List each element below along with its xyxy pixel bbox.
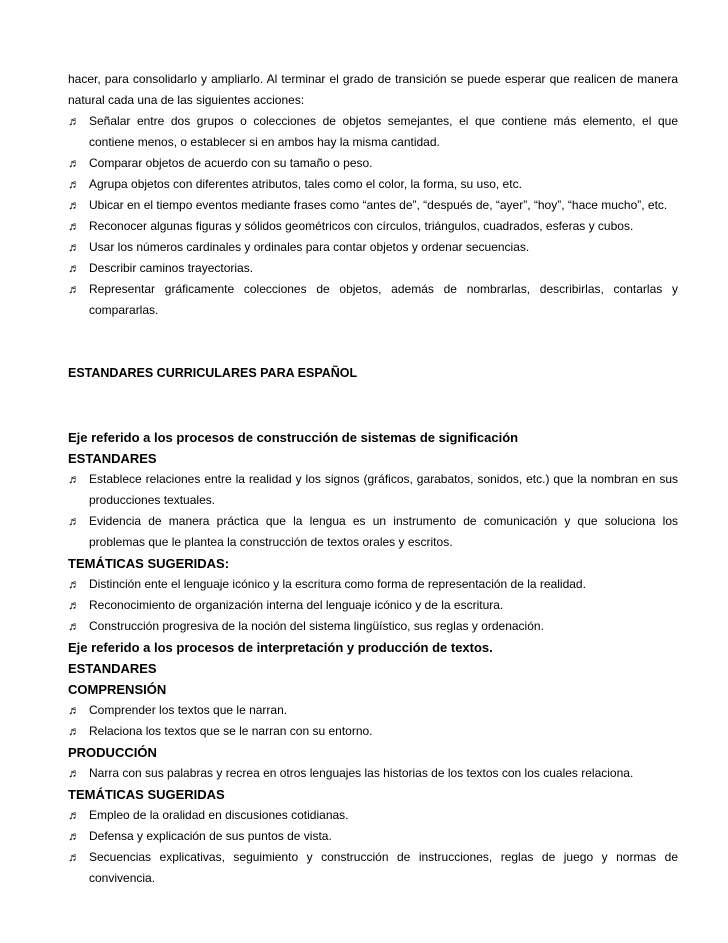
axis1-standards-list xyxy=(68,469,678,553)
production-heading: PRODUCCIÓN xyxy=(68,745,157,760)
music-note-icon: ♬ xyxy=(68,282,80,296)
list-item: ♬ Comparar objetos de acuerdo con su tamaño o peso. xyxy=(68,153,678,174)
list-item: ♬ Empleo de la oralidad en discusiones cotidianas. xyxy=(68,805,678,826)
music-note-icon: ♬ xyxy=(68,114,80,128)
list-item: ♬ Reconocimiento de organización interna del lenguaje icónico y de la escritura. xyxy=(68,595,678,616)
music-note-icon: ♬ xyxy=(68,514,80,528)
axis1-themes-heading: TEMÁTICAS SUGERIDAS: xyxy=(68,556,230,571)
music-note-icon: ♬ xyxy=(68,240,80,254)
music-note-icon: ♬ xyxy=(68,156,80,170)
spacer xyxy=(68,384,678,427)
spacer xyxy=(68,321,678,363)
comprehension-list xyxy=(68,700,678,742)
music-note-icon: ♬ xyxy=(68,219,80,233)
music-note-icon: ♬ xyxy=(68,198,80,212)
list-item: ♬ Representar gráficamente colecciones de objetos, además de nombrarlas, describirlas, contarlas y compararlas. xyxy=(68,279,678,321)
comprehension-heading: COMPRENSIÓN xyxy=(68,682,167,697)
axis2-themes-list xyxy=(68,805,678,889)
music-note-icon: ♬ xyxy=(68,703,80,717)
music-note-icon: ♬ xyxy=(68,766,80,780)
music-note-icon: ♬ xyxy=(68,850,80,864)
list-item: ♬ Reconocer algunas figuras y sólidos geométricos con círculos, triángulos, cuadrados, esferas y cubos. xyxy=(68,216,678,237)
music-note-icon: ♬ xyxy=(68,808,80,822)
list-item: ♬ Comprender los textos que le narran. xyxy=(68,700,678,721)
music-note-icon: ♬ xyxy=(68,577,80,591)
music-note-icon: ♬ xyxy=(68,619,80,633)
axis1-themes-list xyxy=(68,574,678,637)
production-list xyxy=(68,763,678,784)
music-note-icon: ♬ xyxy=(68,598,80,612)
axis2-standards-heading: ESTANDARES xyxy=(68,661,157,676)
list-item: ♬ Describir caminos trayectorias. xyxy=(68,258,678,279)
axis1-title: Eje referido a los procesos de construcción de sistemas de significación xyxy=(68,430,519,445)
music-note-icon: ♬ xyxy=(68,472,80,486)
music-note-icon: ♬ xyxy=(68,261,80,275)
axis2-title: Eje referido a los procesos de interpretación y producción de textos. xyxy=(68,640,493,655)
list-item: ♬ Narra con sus palabras y recrea en otros lenguajes las historias de los textos con los cuales relaciona. xyxy=(68,763,678,784)
list-item: ♬ Agrupa objetos con diferentes atributos, tales como el color, la forma, su uso, etc. xyxy=(68,174,678,195)
music-note-icon: ♬ xyxy=(68,724,80,738)
axis2-themes-heading: TEMÁTICAS SUGERIDAS xyxy=(68,787,225,802)
section-title: ESTANDARES CURRICULARES PARA ESPAÑOL xyxy=(68,366,358,380)
list-item: ♬ Secuencias explicativas, seguimiento y construcción de instrucciones, reglas de juego y normas de convivencia. xyxy=(68,847,678,889)
list-item: ♬ Construcción progresiva de la noción del sistema lingüístico, sus reglas y ordenación. xyxy=(68,616,678,637)
music-note-icon: ♬ xyxy=(68,177,80,191)
axis1-standards-heading: ESTANDARES xyxy=(68,451,157,466)
list-item: ♬ Establece relaciones entre la realidad y los signos (gráficos, garabatos, sonidos, etc.) que la nombran en sus producciones textuales. xyxy=(68,469,678,511)
list-item: ♬ Distinción ente el lenguaje icónico y la escritura como forma de representación de la realidad. xyxy=(68,574,678,595)
music-note-icon: ♬ xyxy=(68,829,80,843)
actions-list xyxy=(68,111,678,321)
intro-paragraph: hacer, para consolidarlo y ampliarlo. Al terminar el grado de transición se puede esperar que realicen de manera natural cada una de las siguientes acciones: xyxy=(68,72,678,107)
list-item: ♬ Usar los números cardinales y ordinales para contar objetos y ordenar secuencias. xyxy=(68,237,678,258)
list-item: ♬ Defensa y explicación de sus puntos de vista. xyxy=(68,826,678,847)
list-item: ♬ Señalar entre dos grupos o colecciones de objetos semejantes, el que contiene más elemento, el que contiene menos, o establecer si en ambos hay la misma cantidad. xyxy=(68,111,678,153)
list-item: ♬ Ubicar en el tiempo eventos mediante frases como “antes de”, “después de, “ayer”, “hoy”, “hace mucho”, etc. xyxy=(68,195,678,216)
document-page xyxy=(68,69,678,889)
list-item: ♬ Evidencia de manera práctica que la lengua es un instrumento de comunicación y que soluciona los problemas que le plantea la construcción de textos orales y escritos. xyxy=(68,511,678,553)
list-item: ♬ Relaciona los textos que se le narran con su entorno. xyxy=(68,721,678,742)
